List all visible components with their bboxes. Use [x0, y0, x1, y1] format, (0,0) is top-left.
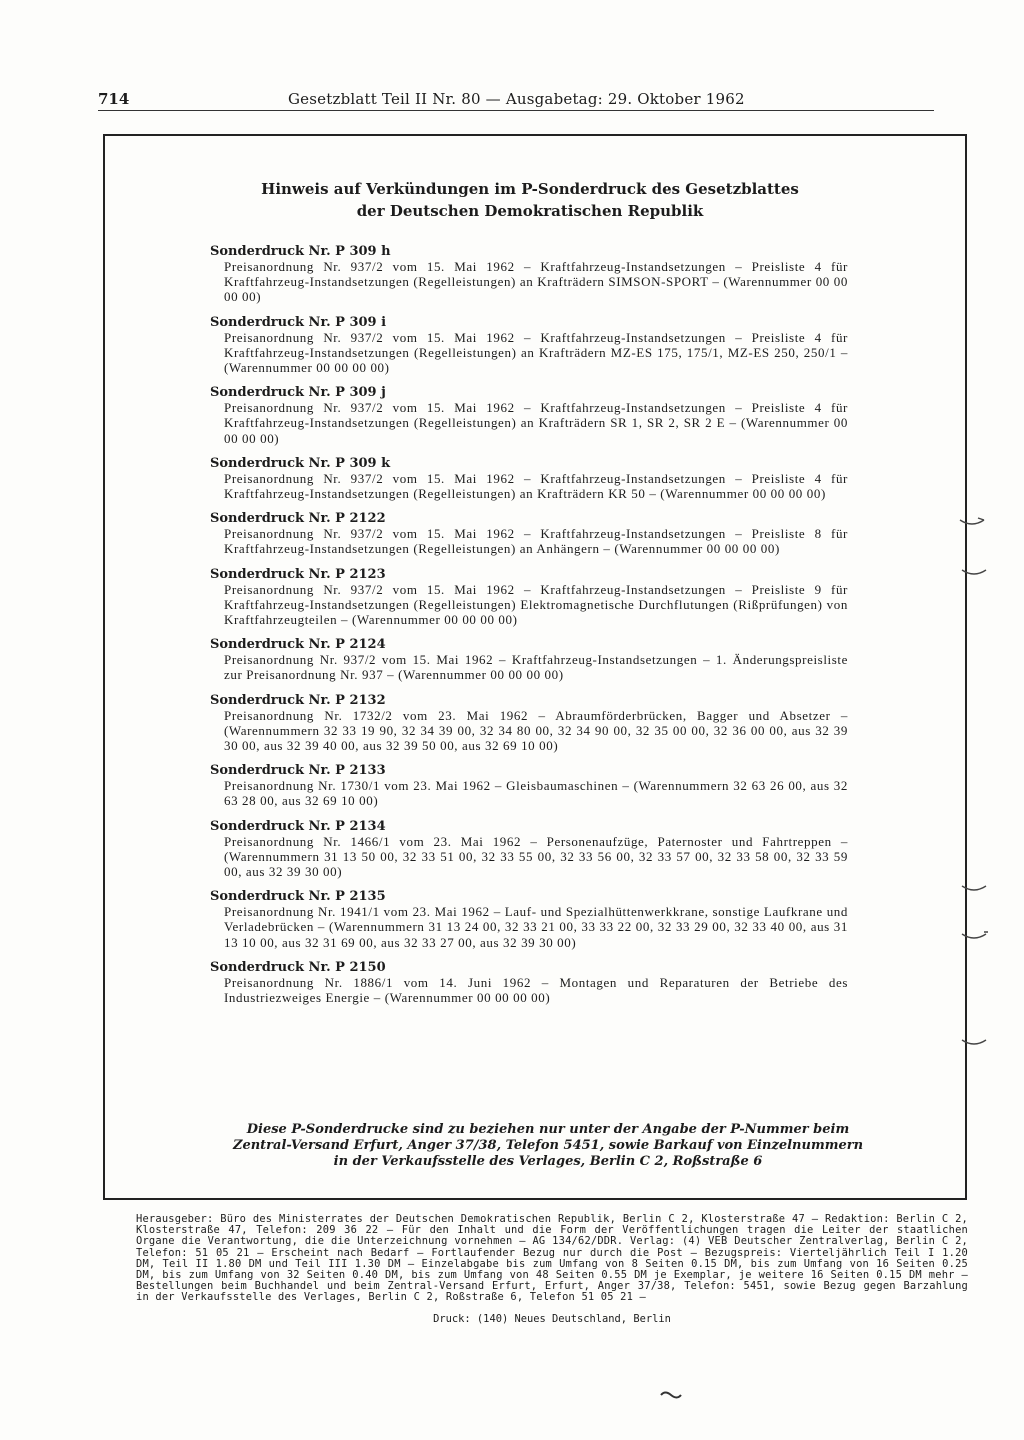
- list-item: [210, 315, 848, 376]
- entry-text: Preisanordnung Nr. 937/2 vom 15. Mai 1962 – Kraftfahrzeug-Instandsetzungen – 1. Änderungspreisliste zur Preisanordnung Nr. 937 – (Warennummer 00 00 00 00): [224, 652, 848, 683]
- list-item: [210, 889, 848, 950]
- margin-mark-icon: [960, 566, 990, 580]
- entries-list: [210, 244, 848, 1015]
- margin-mark-icon: [960, 882, 990, 896]
- list-item: [210, 819, 848, 880]
- list-item: [210, 693, 848, 754]
- entry-heading: Sonderdruck Nr. P 2134: [210, 818, 386, 834]
- margin-mark-icon: [960, 930, 990, 944]
- entry-text: Preisanordnung Nr. 1886/1 vom 14. Juni 1962 – Montagen und Reparaturen der Betriebe des Industriezweiges Energie – (Warennummer 00 00 00 00): [224, 974, 848, 1006]
- entry-heading: Sonderdruck Nr. P 309 h: [210, 244, 391, 259]
- printer-ornament-icon: [660, 1390, 682, 1400]
- ordering-notice-line2: Zentral-Versand Erfurt, Anger 37/38, Telefon 5451, sowie Barkauf von Einzelnummern: [232, 1138, 864, 1153]
- entry-heading: Sonderdruck Nr. P 2124: [210, 637, 386, 653]
- list-item: [210, 244, 848, 305]
- entry-heading: Sonderdruck Nr. P 309 j: [210, 385, 386, 401]
- entry-text: Preisanordnung Nr. 937/2 vom 15. Mai 1962 – Kraftfahrzeug-Instandsetzungen – Preisliste 4 für Kraftfahrzeug-Instandsetzungen (Regelleistungen) an Krafträdern SIMSON-SPORT – (Warennummer 00 00 00 00): [224, 259, 848, 305]
- notice-title-line2: der Deutschen Demokratischen Republik: [356, 202, 704, 220]
- entry-text: Preisanordnung Nr. 937/2 vom 15. Mai 1962 – Kraftfahrzeug-Instandsetzungen – Preisliste 9 für Kraftfahrzeug-Instandsetzungen (Regelleistungen) Elektromagnetische Durchflutungen (Rißprüfungen) von Kraftfahrzeugteilen – (Warennummer 00 00 00 00): [224, 581, 848, 628]
- entry-text: Preisanordnung Nr. 937/2 vom 15. Mai 1962 – Kraftfahrzeug-Instandsetzungen – Preisliste 4 für Kraftfahrzeug-Instandsetzungen (Regelleistungen) an Krafträdern MZ-ES 175, 175/1, MZ-ES 250, 250/1 – (Warennummer 00 00 00 00): [224, 329, 848, 376]
- ordering-notice-line3: in der Verkaufsstelle des Verlages, Berlin C 2, Roßstraße 6: [333, 1154, 763, 1169]
- page-header: [98, 82, 934, 108]
- entry-text: Preisanordnung Nr. 1732/2 vom 23. Mai 1962 – Abraumförderbrücken, Bagger und Absetzer – (Warennummern 32 33 19 90, 32 34 39 00, 32 34 80 00, 32 34 90 00, 32 35 00 00, 32 36 00 00, aus 32 39 30 00, aus 32 39 40 00, aus 32 39 50 00, aus 32 69 10 00): [224, 707, 848, 754]
- entry-heading: Sonderdruck Nr. P 2132: [210, 692, 386, 708]
- list-item: [210, 763, 848, 808]
- margin-mark-icon: [960, 1036, 990, 1050]
- list-item: [210, 960, 848, 1005]
- ordering-notice-line1: Diese P-Sonderdrucke sind zu beziehen nur unter der Angabe der P-Nummer beim: [246, 1122, 850, 1137]
- ordering-notice: [228, 1122, 868, 1170]
- entry-heading: Sonderdruck Nr. P 2135: [210, 889, 386, 905]
- list-item: [210, 567, 848, 628]
- entry-text: Preisanordnung Nr. 1730/1 vom 23. Mai 1962 – Gleisbaumaschinen – (Warennummern 32 63 26 00, aus 32 63 28 00, aus 32 69 10 00): [224, 778, 848, 809]
- entry-heading: Sonderdruck Nr. P 2122: [210, 511, 386, 527]
- entry-text: Preisanordnung Nr. 937/2 vom 15. Mai 1962 – Kraftfahrzeug-Instandsetzungen – Preisliste 4 für Kraftfahrzeug-Instandsetzungen (Regelleistungen) an Krafträdern SR 1, SR 2, SR 2 E – (Warennummer 00 00 00 00): [224, 400, 848, 446]
- entry-heading: Sonderdruck Nr. P 2133: [210, 763, 386, 779]
- entry-heading: Sonderdruck Nr. P 309 i: [210, 314, 387, 330]
- entry-text: Preisanordnung Nr. 1466/1 vom 23. Mai 1962 – Personenaufzüge, Paternoster und Fahrtreppen – (Warennummern 31 13 50 00, 32 33 51 00, 32 33 55 00, 32 33 56 00, 32 33 57 00, 32 33 58 00, 32 33 59 00, aus 32 39 30 00): [224, 833, 848, 880]
- list-item: [210, 511, 848, 556]
- header-rule: [98, 110, 934, 111]
- list-item: [210, 637, 848, 682]
- entry-text: Preisanordnung Nr. 937/2 vom 15. Mai 1962 – Kraftfahrzeug-Instandsetzungen – Preisliste 4 für Kraftfahrzeug-Instandsetzungen (Regelleistungen) an Krafträdern KR 50 – (Warennummer 00 00 00 00): [224, 470, 848, 502]
- imprint-text: Herausgeber: Büro des Ministerrates der Deutschen Demokratischen Republik, Berlin C 2, Klosterstraße 47 – Redaktion: Berlin C 2, Klosterstraße 47, Telefon: 209 36 22 – Für den Inhalt und die Form der Veröffentlichungen tragen die Leiter der staatlichen Organe die Verantwortung, die die Unterzeichnung vornehmen – AG 134/62/DDR. Verlag: (4) VEB Deutscher Zentralverlag, Berlin C 2, Telefon: 51 05 21 – Erscheint nach Bedarf – Fortlaufender Bezug nur durch die Post – Bezugspreis: Vierteljährlich Teil I 1.20 DM, Teil II 1.80 DM und Teil III 1.30 DM – Einzelabgabe bis zum Umfang von 8 Seiten 0.15 DM, bis zum Umfang von 16 Seiten 0.25 DM, bis zum Umfang von 32 Seiten 0.40 DM, bis zum Umfang von 48 Seiten 0.55 DM je Exemplar, je weitere 16 Seiten 0.15 DM mehr – Bestellungen beim Buchhandel und beim Zentral-Versand Erfurt, Erfurt, Anger 37/38, Telefon: 5451, sowie Bezug gegen Barzahlung in der Verkaufsstelle des Verlages, Berlin C 2, Roßstraße 6, Telefon 51 05 21 –: [136, 1213, 968, 1304]
- list-item: [210, 456, 848, 501]
- notice-title-line1: Hinweis auf Verkündungen im P-Sonderdruck des Gesetzblattes: [261, 180, 799, 198]
- entry-text: Preisanordnung Nr. 937/2 vom 15. Mai 1962 – Kraftfahrzeug-Instandsetzungen – Preisliste 8 für Kraftfahrzeug-Instandsetzungen (Regelleistungen) an Anhängern – (Warennummer 00 00 00 00): [224, 526, 848, 557]
- list-item: [210, 385, 848, 446]
- entry-text: Preisanordnung Nr. 1941/1 vom 23. Mai 1962 – Lauf- und Spezialhüttenwerkkrane, sonstige Laufkrane und Verladebrücken – (Warennummern 31 13 24 00, 32 33 21 00, 33 33 22 00, 32 33 29 00, 32 33 40 00, aus 31 13 10 00, aus 32 31 69 00, aus 32 33 27 00, aus 32 39 30 00): [224, 904, 848, 950]
- entry-heading: Sonderdruck Nr. P 2123: [210, 566, 386, 582]
- notice-title: [190, 178, 870, 222]
- entry-heading: Sonderdruck Nr. P 309 k: [210, 455, 391, 471]
- entry-heading: Sonderdruck Nr. P 2150: [210, 959, 386, 975]
- header-title: Gesetzblatt Teil II Nr. 80 — Ausgabetag: 29. Oktober 1962: [288, 90, 745, 108]
- imprint-print: Druck: (140) Neues Deutschland, Berlin: [433, 1313, 671, 1325]
- page-number: 714: [98, 90, 130, 108]
- margin-mark-icon: [958, 516, 988, 530]
